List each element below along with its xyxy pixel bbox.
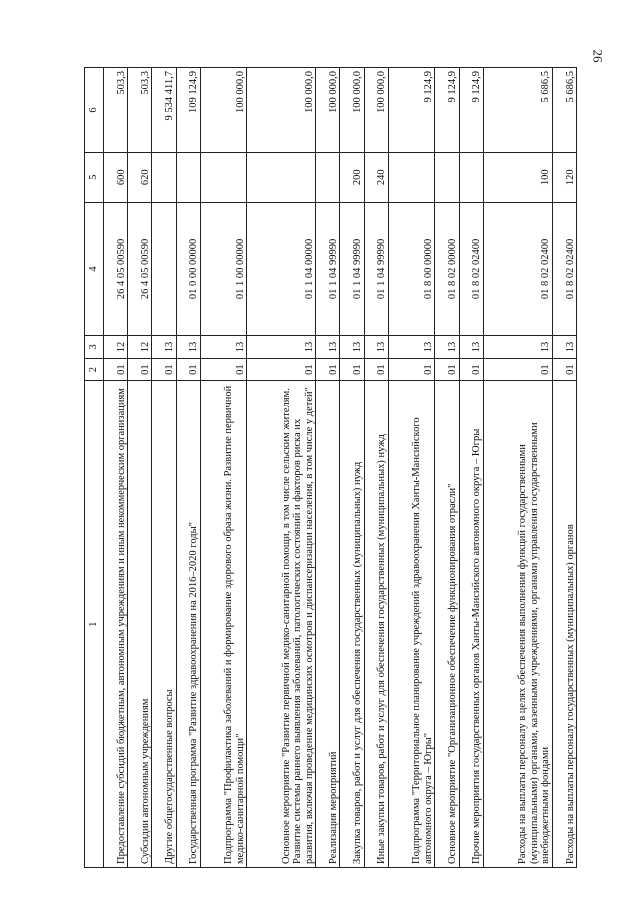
amount-cell: 503,3 — [128, 68, 152, 153]
section-cell: 01 — [200, 358, 247, 381]
expense-type-cell — [152, 152, 176, 202]
target-article-cell — [152, 202, 176, 336]
header-cell: 6 — [85, 68, 104, 153]
header-cell: 3 — [85, 336, 104, 359]
expense-type-cell — [435, 152, 459, 202]
subsection-cell: 13 — [200, 336, 247, 359]
name-cell: Основное мероприятие "Развитие первичной медико-санитарной помощи, в том числе сельским жителям. Развитие системы раннего выявления заболеваний, патологических состояний и факторов риска их развития, включая проведение медицинских осмотров и диспансеризации населения, в том числе у детей" — [247, 381, 316, 868]
expense-type-cell: 240 — [364, 152, 388, 202]
amount-cell: 9 124,9 — [459, 68, 483, 153]
table-rotated-wrapper — [84, 67, 577, 868]
amount-cell: 100 000,0 — [247, 68, 316, 153]
table-row — [316, 68, 340, 868]
expense-type-cell: 620 — [128, 152, 152, 202]
table-row — [176, 68, 200, 868]
budget-table — [84, 67, 577, 868]
section-cell: 01 — [552, 358, 576, 381]
expense-type-cell: 600 — [104, 152, 128, 202]
subsection-cell: 13 — [435, 336, 459, 359]
table-row — [247, 68, 316, 868]
table-row — [483, 68, 552, 868]
subsection-cell: 13 — [459, 336, 483, 359]
section-cell: 01 — [247, 358, 316, 381]
table-row — [152, 68, 176, 868]
target-article-cell: 01 1 04 99990 — [340, 202, 364, 336]
name-cell: Подпрограмма "Территориальное планирование учреждений здравоохранения Ханты-Мансийского автономного округа – Югры" — [388, 381, 435, 868]
section-cell: 01 — [316, 358, 340, 381]
expense-type-cell — [459, 152, 483, 202]
target-article-cell: 01 1 00 00000 — [200, 202, 247, 336]
expense-type-cell — [247, 152, 316, 202]
section-cell: 01 — [483, 358, 552, 381]
target-article-cell: 01 0 00 00000 — [176, 202, 200, 336]
name-cell: Субсидии автономным учреждениям — [128, 381, 152, 868]
expense-type-cell — [316, 152, 340, 202]
subsection-cell: 13 — [388, 336, 435, 359]
name-cell: Реализация мероприятий — [316, 381, 340, 868]
name-cell: Закупка товаров, работ и услуг для обеспечения государственных (муниципальных) нужд — [340, 381, 364, 868]
amount-cell: 503,3 — [104, 68, 128, 153]
amount-cell: 5 686,5 — [483, 68, 552, 153]
name-cell: Другие общегосударственные вопросы — [152, 381, 176, 868]
section-cell: 01 — [152, 358, 176, 381]
target-article-cell: 01 1 04 99990 — [364, 202, 388, 336]
target-article-cell: 01 1 04 00000 — [247, 202, 316, 336]
expense-type-cell — [200, 152, 247, 202]
amount-cell: 100 000,0 — [364, 68, 388, 153]
subsection-cell: 13 — [364, 336, 388, 359]
target-article-cell: 01 8 00 00000 — [388, 202, 435, 336]
amount-cell: 5 686,5 — [552, 68, 576, 153]
name-cell: Расходы на выплаты персоналу государственных (муниципальных) органов — [552, 381, 576, 868]
amount-cell: 100 000,0 — [340, 68, 364, 153]
target-article-cell: 01 1 04 99990 — [316, 202, 340, 336]
target-article-cell: 01 8 02 00000 — [435, 202, 459, 336]
header-cell: 5 — [85, 152, 104, 202]
section-cell: 01 — [388, 358, 435, 381]
subsection-cell: 12 — [104, 336, 128, 359]
expense-type-cell: 100 — [483, 152, 552, 202]
name-cell: Подпрограмма "Профилактика заболеваний и формирование здорового образа жизни. Развитие первичной медико-санитарной помощи" — [200, 381, 247, 868]
name-cell: Прочие мероприятия государственных органов Ханты-Мансийского автономного округа – Югры — [459, 381, 483, 868]
table-row — [340, 68, 364, 868]
subsection-cell: 13 — [483, 336, 552, 359]
section-cell: 01 — [364, 358, 388, 381]
subsection-cell: 13 — [247, 336, 316, 359]
table-row — [128, 68, 152, 868]
section-cell: 01 — [340, 358, 364, 381]
amount-cell: 9 124,9 — [388, 68, 435, 153]
header-cell: 4 — [85, 202, 104, 336]
expense-type-cell — [176, 152, 200, 202]
page-number: 26 — [590, 49, 606, 63]
name-cell: Основное мероприятие "Организационное обеспечение функционирования отрасли" — [435, 381, 459, 868]
subsection-cell: 13 — [176, 336, 200, 359]
table-row — [459, 68, 483, 868]
subsection-cell: 13 — [552, 336, 576, 359]
table-row — [552, 68, 576, 868]
section-cell: 01 — [128, 358, 152, 381]
target-article-cell: 01 8 02 02400 — [459, 202, 483, 336]
subsection-cell: 13 — [316, 336, 340, 359]
section-cell: 01 — [459, 358, 483, 381]
table-row — [104, 68, 128, 868]
section-cell: 01 — [104, 358, 128, 381]
table-row — [435, 68, 459, 868]
header-row — [85, 68, 104, 868]
subsection-cell: 12 — [128, 336, 152, 359]
amount-cell: 9 534 411,7 — [152, 68, 176, 153]
amount-cell: 100 000,0 — [200, 68, 247, 153]
header-cell: 2 — [85, 358, 104, 381]
name-cell: Государственная программа "Развитие здравоохранения на 2016–2020 годы" — [176, 381, 200, 868]
target-article-cell: 01 8 02 02400 — [483, 202, 552, 336]
subsection-cell: 13 — [152, 336, 176, 359]
expense-type-cell — [388, 152, 435, 202]
subsection-cell: 13 — [340, 336, 364, 359]
target-article-cell: 26 4 05 00590 — [128, 202, 152, 336]
header-cell: 1 — [85, 381, 104, 868]
name-cell: Иные закупки товаров, работ и услуг для обеспечения государственных (муниципальных) нужд — [364, 381, 388, 868]
table-row — [388, 68, 435, 868]
amount-cell: 9 124,9 — [435, 68, 459, 153]
amount-cell: 109 124,9 — [176, 68, 200, 153]
table-row — [200, 68, 247, 868]
table-row — [364, 68, 388, 868]
amount-cell: 100 000,0 — [316, 68, 340, 153]
name-cell: Расходы на выплаты персоналу в целях обеспечения выполнения функций государственными (муниципальными) органами, казенными учреждениями, органами управления государственными внебюджетными фондами — [483, 381, 552, 868]
target-article-cell: 01 8 02 02400 — [552, 202, 576, 336]
section-cell: 01 — [435, 358, 459, 381]
expense-type-cell: 200 — [340, 152, 364, 202]
expense-type-cell: 120 — [552, 152, 576, 202]
name-cell: Предоставление субсидий бюджетным, автономным учреждениям и иным некоммерческим организациям — [104, 381, 128, 868]
section-cell: 01 — [176, 358, 200, 381]
target-article-cell: 26 4 05 00590 — [104, 202, 128, 336]
